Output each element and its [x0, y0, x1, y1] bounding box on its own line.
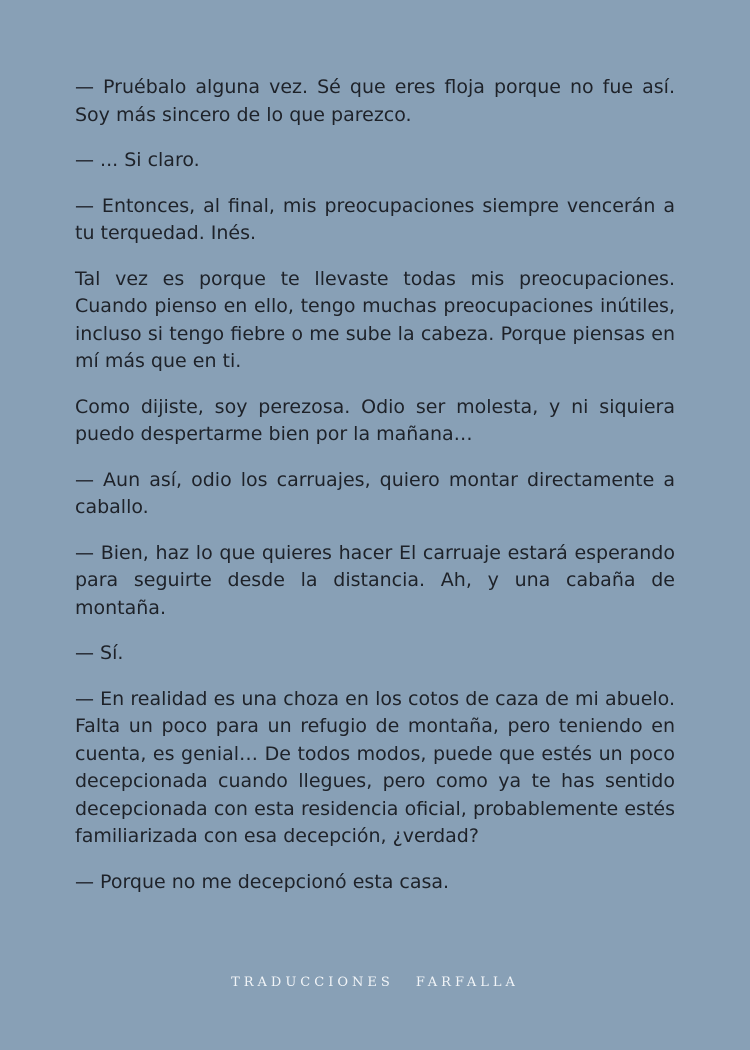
paragraph-9: — En realidad es una choza en los cotos de caza de mi abuelo. Falta un poco para un refugio de montaña, pero teniendo en cuenta, es genial… De todos modos, puede que estés un poco decepcionada cuando llegues, pero como ya te has sentido decepcionada con esta residencia oficial, probablemente estés familiarizada con esa decepción, ¿verdad?	[75, 687, 675, 847]
paragraph-8: — Sí.	[75, 642, 124, 664]
paragraph-6: — Aun así, odio los carruajes, quiero montar directamente a caballo.	[75, 468, 675, 518]
body-text	[75, 74, 675, 914]
paragraph-3: — Entonces, al final, mis preocupaciones siempre vencerán a tu terquedad. Inés.	[75, 194, 675, 244]
paragraph-1: — Pruébalo alguna vez. Sé que eres floja porque no fue así. Soy más sincero de lo que parezco.	[75, 76, 675, 126]
paragraph-7: — Bien, haz lo que quieres hacer El carruaje estará esperando para seguirte desde la distancia. Ah, y una cabaña de montaña.	[75, 541, 675, 619]
page-footer: TRADUCCIONES FARFALLA	[231, 975, 519, 990]
paragraph-4: Tal vez es porque te llevaste todas mis preocupaciones. Cuando pienso en ello, tengo muchas preocupaciones inútiles, incluso si tengo fiebre o me sube la cabeza. Porque piensas en mí más que en ti.	[75, 267, 675, 372]
paragraph-5: Como dijiste, soy perezosa. Odio ser molesta, y ni siquiera puedo despertarme bien por la mañana…	[75, 395, 675, 445]
paragraph-10: — Porque no me decepcionó esta casa.	[75, 870, 450, 893]
paragraph-2: — ... Si claro.	[75, 149, 200, 171]
